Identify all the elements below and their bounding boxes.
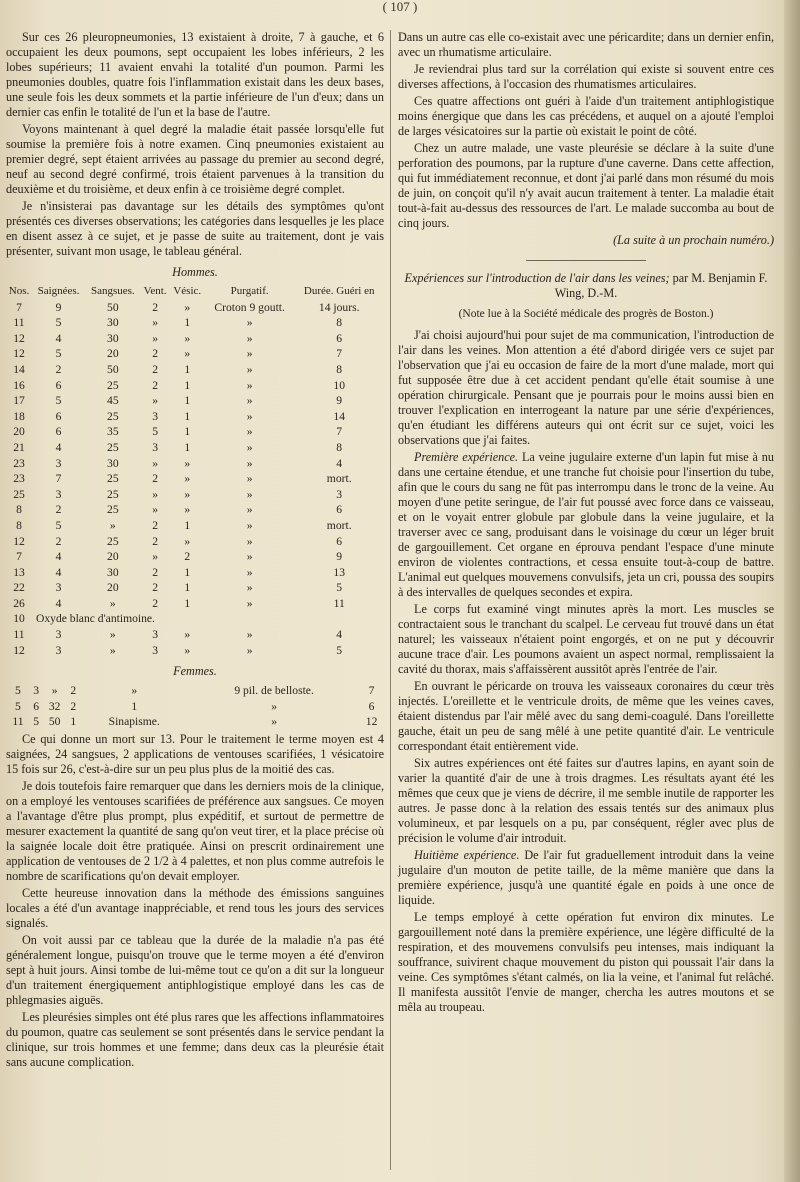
table-cell: 20 [107,581,119,595]
table-cell: » [246,534,253,548]
table-cell: 3 [55,487,62,501]
table-cell: » [184,643,191,657]
table-cell: 3 [33,684,39,698]
table-row [6,683,384,699]
table-cell: 1 [184,394,191,408]
table-cell: 4 [336,628,343,642]
table-cell: » [152,503,158,517]
table-cell: 9 [336,550,343,564]
table-cell: 6 [336,331,343,345]
table-cell: 7 [336,425,343,439]
table-cell: 4 [55,596,62,610]
table-cell: 25 [107,378,119,392]
left-column [6,30,384,1072]
table-cell: » [184,503,191,517]
table-cell: » [246,596,253,610]
table-cell: » [131,684,138,698]
table-cell: » [246,409,253,423]
table-cell: 6 [55,409,62,423]
table-cell: 2 [152,596,158,610]
table-cell: 5 [55,347,62,361]
table-cell: » [246,425,253,439]
table-row [6,699,384,715]
table-cell: 5 [336,643,343,657]
table-cell: » [184,331,191,345]
table-cell: 4 [55,565,62,579]
table-cell: 50 [48,715,61,729]
table-cell: » [109,643,116,657]
col-header: Vent. [143,285,167,297]
table-row [6,300,384,316]
table-cell: 7 [336,347,343,361]
table-cell: 3 [152,440,158,454]
table-row [6,611,384,627]
table-cell: » [246,347,253,361]
table-cell: 50 [107,300,119,314]
table-cell: 8 [336,362,343,376]
table-cell: 8 [16,518,22,532]
table-cell: 4 [55,440,62,454]
table-cell: 23 [13,456,25,470]
table-cell: 3 [55,643,62,657]
table-cell: 2 [152,581,158,595]
table-cell: » [271,699,277,713]
table-cell: 5 [152,425,158,439]
col-header: Purgatif. [230,285,269,297]
page-edge [784,0,800,1182]
paragraph: Voyons maintenant à quel degré la maladie était passée lorsqu'elle fut soumise la première fois à notre examen. Cinq pneumonies existaient au premier degré, sept étaient arrivées au passage du premier au second degré, neuf au second degré confirmé, trois étaient parvenues à la transition du deuxième et du troisième, et deux enfin à ce troisième degré complet. [6,122,384,196]
table-cell: 2 [55,503,62,517]
table-cell: 7 [55,472,62,486]
treatment-table-women [6,683,384,730]
paragraph: Le temps employé à cette opération fut environ dix minutes. Le gargouillement noté dans la première expérience, une légère difficulté de la respiration, et des mouvemens convulsifs peu intenses, mais indiquant la souffrance, suivirent chaque mouvement du piston qui poussait l'air dans la veine. Ces symptômes s'étant calmés, on lia la veine, et l'animal fut relâché. Il manifesta aussitôt l'envie de manger, chercha les autres moutons et se mêla au troupeau. [398,910,774,1014]
table-cell: 5 [15,684,21,698]
table-row [6,549,384,565]
table-cell: » [152,456,158,470]
table-cell: 1 [184,596,191,610]
table-cell: 13 [13,565,25,579]
table-header-row [6,284,384,300]
table-cell: 5 [55,316,62,330]
table-cell: » [246,503,253,517]
col-header: Durée. Guéri en [303,285,375,297]
article-note: (Note lue à la Société médicale des progrès de Boston.) [458,308,714,320]
table-cell: 30 [107,316,119,330]
table-cell: » [246,472,253,486]
paragraph: Ce qui donne un mort sur 13. Pour le traitement le terme moyen est 4 saignées, 24 sangsues, 2 applications de ventouses scarifiées, 1 vésicatoire 15 fois sur 26, c'est-à-dire sur un peu plus plus de la moitié des cas. [6,732,384,777]
table-cell: 16 [13,378,25,392]
table-cell: 12 [13,347,25,361]
table-cell: 25 [107,487,119,501]
table-cell: 32 [48,699,61,713]
table-cell: Sinapisme. [108,715,160,729]
table-cell: » [246,487,253,501]
table-cell: 2 [184,550,191,564]
table-cell: 11 [333,596,345,610]
table-cell: 25 [13,487,25,501]
table-cell: 12 [13,331,25,345]
table-cell: » [184,472,191,486]
table-cell: 5 [55,394,62,408]
table-row [6,378,384,394]
treatment-table-men [6,284,384,658]
paragraph: On voit aussi par ce tableau que la durée de la maladie n'a pas été généralement longue, puisqu'on trouve que le terme moyen a été d'environ sept à huit jours. Ainsi tombe de lui-même tout ce qu'on a dit sur la longueur d'un traitement énergiquement antiphlogistique employé dans les cas de phlegmasies aiguës. [6,933,384,1008]
table-cell: 12 [13,643,25,657]
table-cell: 1 [184,518,191,532]
table-cell: 14 [333,409,345,423]
table-cell: 25 [107,503,119,517]
table-cell: 3 [336,487,343,501]
table-cell: 8 [336,440,343,454]
table-cell: » [184,347,191,361]
paragraph: Huitième expérience. De l'air fut graduellement introduit dans la veine jugulaire d'un mouton de petite taille, de la même manière que dans la première expérience, jusqu'à une quantité égale en poids à une once de liquide. [398,848,775,907]
table-cell: 2 [152,378,158,392]
table-cell: 2 [55,362,62,376]
table-cell: 2 [70,699,77,713]
table-cell: 9 [336,394,343,408]
table-cell: 1 [184,316,191,330]
table-cell: 1 [184,378,191,392]
table-row [6,362,384,378]
table-cell: » [51,684,58,698]
table-cell: » [246,581,253,595]
table-cell: 5 [336,581,343,595]
table-cell: 13 [333,565,345,579]
table-cell: mort. [326,518,352,532]
table-cell: » [109,628,116,642]
col-header: Vésic. [173,285,202,297]
table-cell: » [152,394,158,408]
table-row [6,643,384,659]
table-cell: 1 [184,581,191,595]
table-cell: 50 [107,362,119,376]
table-row [6,424,384,440]
table-title-women: Femmes. [173,664,217,679]
table-cell: 25 [107,472,119,486]
table-title-men: Hommes. [172,265,218,279]
table-cell: » [152,331,158,345]
table-cell: 1 [184,565,191,579]
paragraph: Je reviendrai plus tard sur la corrélation qui existe si souvent entre ces diverses affections, à l'occasion des rhumatismes articulaires. [398,62,774,91]
table-row [6,346,384,362]
table-row [6,487,384,503]
table-cell: 5 [33,715,39,729]
table-cell: 2 [152,347,158,361]
table-cell: » [246,378,253,392]
table-cell: 10 [13,612,25,626]
paragraph: Chez un autre malade, une vaste pleurésie se déclare à la suite d'une perforation des poumons, par la rupture d'une caverne. Dans cette affection, qui fut immédiatement reconnue, et dont j'ai parlé dans mon résumé du mois de juin, on conçoit qu'il n'y avait aucun traitement à tenter. La maladie était tout-à-fait au-dessus des ressources de l'art. Le malade succomba au bout de cinq jours. [398,141,774,230]
table-cell: » [152,550,158,564]
table-cell: mort. [326,472,352,486]
table-row [6,393,384,409]
continuation-note: (La suite à un prochain numéro.) [613,233,774,247]
table-row [6,409,384,425]
table-cell: 1 [184,409,191,423]
table-row [6,471,384,487]
table-cell: » [152,487,158,501]
table-cell: » [109,596,116,610]
table-cell: 26 [13,596,25,610]
table-cell: 23 [13,472,25,486]
paragraph: Six autres expériences ont été faites sur d'autres lapins, en ayant soin de varier la quantité d'air de une à trois dragmes. Les résultats ayant été les mêmes que ceux que je viens de décrire, il me semble inutile de rapporter les autres. Je passe donc à la relation des essais tentés sur des animaux plus volumineux, et par lesquels on a pu, par conséquent, régler avec plus de précision le volume d'air introduit. [398,756,774,845]
table-cell: 1 [184,362,191,376]
table-cell: 8 [336,316,343,330]
table-cell: 2 [152,534,158,548]
table-cell: 10 [333,378,345,392]
table-cell: 2 [55,534,62,548]
table-cell: 35 [107,425,119,439]
paragraph: Sur ces 26 pleuropneumonies, 13 existaient à droite, 7 à gauche, et 6 occupaient les deux poumons, sept occupaient les lobes inférieurs, 2 les lobes supérieurs; 11 avaient envahi la totalité d'un poumon. Parmi les pneumonies doubles, quatre fois l'inflammation existait dans les deux bases, une seule fois les deux sommets et la partie inférieure de l'un d'eux; dans un dernier cas enfin le totalité de l'un et la base de l'autre. [6,30,384,119]
table-cell: 30 [107,331,119,345]
table-cell: » [271,715,277,729]
paragraph: Je dois toutefois faire remarquer que dans les derniers mois de la clinique, on a employé les ventouses scarifiées de préférence aux sangsues. Ce moyen a l'avantage d'être plus prompt, plus expéditif, et surtout de permettre de mesurer exactement la quantité de sang qu'on veut tirer, et la place précise où la saignée locale doit être pratiquée. Ainsi on prescrit ordinairement une application de ventouses de 2 1/2 à 4 palettes, et non plus comme autrefois le nombre de scarifications qu'on devait employer. [6,779,384,884]
col-header: Sangsues. [90,285,135,297]
table-cell: 5 [15,699,21,713]
table-cell: 1 [184,425,191,439]
table-cell: 22 [13,581,25,595]
table-cell: 6 [336,534,343,548]
table-cell: 2 [152,472,158,486]
paragraph: Cette heureuse innovation dans la méthode des émissions sanguines locales a été d'un avantage inappréciable, et rend tous les jours des services signalés. [6,886,384,931]
table-cell: » [246,331,253,345]
table-cell: » [246,565,253,579]
table-row [6,534,384,550]
table-cell: 25 [107,409,119,423]
table-cell: 4 [55,550,62,564]
table-cell: 30 [107,456,119,470]
table-cell: 1 [131,699,138,713]
column-divider [390,30,391,1170]
table-cell: 7 [16,300,22,314]
table-cell: Croton 9 goutt. [214,300,285,314]
table-cell: 2 [70,684,77,698]
table-cell: » [246,643,253,657]
table-cell: 3 [152,643,158,657]
table-cell: » [184,456,191,470]
table-cell: 1 [70,715,77,729]
table-cell: 12 [13,534,25,548]
table-cell: 18 [13,409,25,423]
table-row [6,580,384,596]
table-cell: 2 [152,300,158,314]
table-row [6,440,384,456]
table-cell: » [184,534,191,548]
table-cell: 3 [55,628,62,642]
page-number: ( 107 ) [382,0,418,14]
table-row [6,565,384,581]
paragraph: J'ai choisi aujourd'hui pour sujet de ma communication, l'introduction de l'air dans les veines. Mon attention a été d'abord dirigée vers ce sujet par l'observation que j'ai eu occasion de faire de la mort d'une malade, mort qui fut supposée être due à cet accident pendant qu'elle était soumise à une opération chirurgicale. Pensant que je pourrais pour le moins aussi bien en trouver l'explication en interrogeant la nature par une série d'expériences, qu'en étudiant les différens auteurs qui ont écrit sur ce sujet, voici les observations que j'ai faites. [398,328,774,447]
table-cell: 6 [336,503,343,517]
paragraph: Première expérience. La veine jugulaire externe d'un lapin fut mise à nu dans une certaine étendue, et une tranche fut choisie pour l'insertion du tube, afin que le cours du sang ne fût pas interrompu dans le tronc de la veine. Au moyen d'une petite seringue, de l'air fut poussé avec force dans ce vaisseau, et on le voyait entrer globule par globule dans la veine jugulaire, et la traverser avec ce sang, produisant dans le voisinage du cœur un léger bruit de gargouillement. Cet organe en éprouva pendant l'espace d'une minute environ de violentes contractions, et cessa ensuite tout-à-coup de battre. L'animal eut quelques mouvemens convulsifs, jeta un cri, poussa des soupirs à des intervalles de quelques secondes et expira. [398,450,774,599]
table-cell: » [184,628,191,642]
table-row [6,502,384,518]
table-cell: 6 [368,699,375,713]
table-cell: 21 [13,440,25,454]
section-separator [526,260,646,261]
table-row [6,596,384,612]
article-title: Expériences sur l'introduction de l'air dans les veines; par M. Benjamin F. Wing, D.-M. [404,271,768,300]
table-cell: » [246,440,253,454]
table-cell: » [246,518,253,532]
paragraph: Les pleurésies simples ont été plus rares que les affections inflammatoires du poumon, quatre cas seulement se sont présentés dans le service pendant la clinique, sur trois hommes et une femme; dans deux cas la pleurésie était sans aucune complication. [6,1010,384,1070]
table-cell: » [184,300,191,314]
table-cell: 45 [107,394,119,408]
table-cell: 5 [55,518,62,532]
table-cell: 25 [107,440,119,454]
table-cell: 3 [152,409,158,423]
table-row [6,627,384,643]
table-cell: 4 [55,331,62,345]
table-cell: 4 [336,456,343,470]
paragraph: Le corps fut examiné vingt minutes après la mort. Les muscles se contractaient sous le tranchant du scalpel. Le cerveau fut trouvé dans un état naturel; les vaisseaux n'étaient point engorgés, et on ne put y découvrir aucune trace d'air. Les poumons avaient un aspect normal, remplissaient la cavité du thorax, mais s'affaissèrent aussitôt après l'entrée de l'air. [398,602,774,676]
table-cell: 17 [13,394,25,408]
table-cell: 2 [152,518,158,532]
table-cell: 2 [152,362,158,376]
table-cell: 3 [55,456,62,470]
table-cell: Oxyde blanc d'antimoine. [35,612,155,626]
table-cell: 12 [365,715,378,729]
table-cell: 3 [55,581,62,595]
table-cell: 9 [55,300,62,314]
table-cell: 2 [152,565,158,579]
table-cell: 7 [368,684,375,698]
table-cell: » [109,518,116,532]
paragraph: Ces quatre affections ont guéri à l'aide d'un traitement antiphlogistique moins énergique que dans les cas précédens, et auquel on a ajouté l'emploi de larges vésicatoires sur la partie où existait le point de côté. [398,94,774,138]
table-cell: 25 [107,534,119,548]
table-cell: » [246,394,253,408]
paragraph: Je n'insisterai pas davantage sur les détails des symptômes qu'ont présentés ces diverses observations; les catégories dans lesquelles je les place en disent assez à ce sujet, et je passe de suite au traitement, dont je vais présenter, suivant mon usage, le tableau général. [6,199,384,258]
table-row [6,518,384,534]
table-row [6,315,384,331]
table-cell: 9 pil. de belloste. [234,684,314,698]
table-cell: » [152,316,158,330]
table-cell: 14 jours. [318,300,360,314]
table-cell: 14 [13,362,25,376]
table-row [6,714,384,730]
table-cell: 6 [33,699,39,713]
table-cell: 6 [55,425,62,439]
table-cell: 20 [107,347,119,361]
table-cell: 6 [55,378,62,392]
table-cell: 8 [16,503,22,517]
table-cell: 7 [16,550,22,564]
table-cell: 11 [12,715,24,729]
table-cell: » [246,628,253,642]
paragraph: En ouvrant le péricarde on trouva les vaisseaux coronaires du cœur très injectés. L'oreillette et le ventricule droits, de même que les veines caves, étaient distendus par l'air mêlé avec du sang demi-coagulé. Dans l'oreillette gauche, était un peu de sang mêlé à une petite quantité d'air. Le ventricule correspondant était entièrement vide. [398,679,774,753]
table-row [6,456,384,472]
table-cell: » [246,456,253,470]
table-cell: 11 [13,628,25,642]
col-header: Nos. [8,285,30,297]
table-cell: » [184,487,191,501]
table-cell: 1 [184,440,191,454]
table-cell: 20 [107,550,119,564]
table-cell: » [246,316,253,330]
table-cell: 30 [107,565,119,579]
table-row [6,331,384,347]
table-cell: 20 [13,425,25,439]
table-cell: 3 [152,628,158,642]
paragraph: Dans un autre cas elle co-existait avec une péricardite; dans un dernier enfin, avec un rhumatisme articulaire. [398,30,774,59]
table-cell: 11 [13,316,25,330]
right-column [398,30,774,1017]
col-header: Saignées. [37,285,80,297]
table-cell: » [246,550,253,564]
table-cell: » [246,362,253,376]
